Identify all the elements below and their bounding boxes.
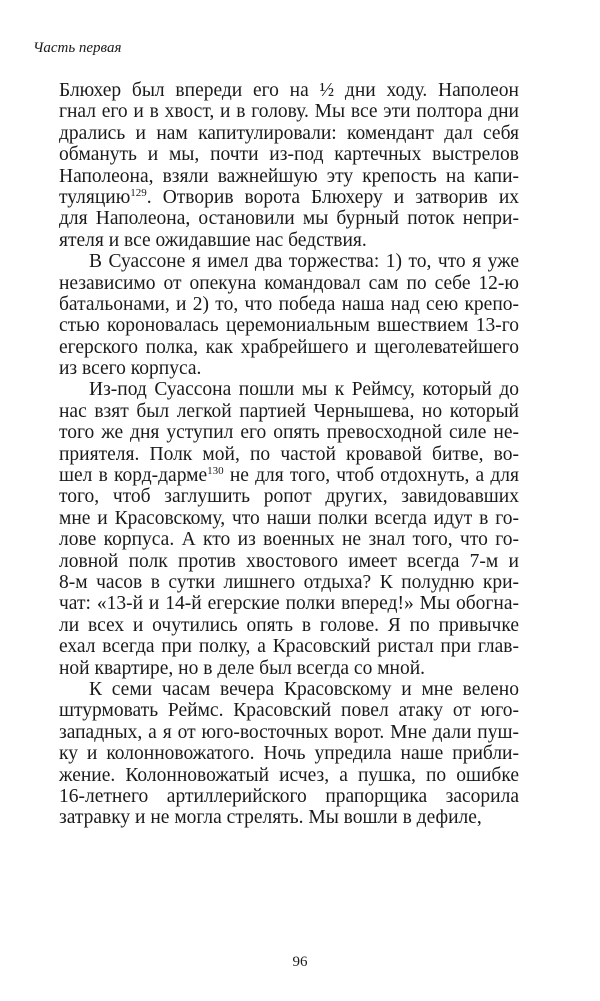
text-line: стью короновалась церемониальным вшествием 13-го	[59, 315, 519, 337]
text-line: нас взят был легкой партией Чернышева, но который	[59, 400, 519, 422]
page-number: 96	[292, 954, 308, 970]
text-line: дрались и нам капитулировали: комендант дал себя	[59, 122, 519, 144]
text-line: 8-м часов в сутки лишнего отдыха? К полудню кри-	[59, 571, 519, 593]
text-line: гнал его и в хвост, и в голову. Мы все эти полтора дни	[59, 101, 519, 123]
text-line: шел в корд-дарме$^{130}$ не для того, чтоб отдохнуть, а для	[59, 465, 519, 487]
text-line: К семи часам вечера Красовскому и мне велено	[89, 678, 519, 700]
text-line: ной квартире, но в деле был всегда со мной.	[59, 657, 426, 679]
text-line: мне и Красовскому, что наши полки всегда идут в го-	[59, 507, 519, 529]
text-line: Наполеона, взяли важнейшую эту крепость на капи-	[59, 165, 519, 187]
text-line: того, чтоб заглушить ропот других, завидовавших	[59, 486, 519, 508]
running-header: Часть первая	[33, 40, 122, 56]
text-line: западных, а я от юго-восточных ворот. Мне дали пуш-	[59, 721, 519, 743]
text-line: из всего корпуса.	[59, 358, 202, 380]
footnote-ref[interactable]: 129	[130, 186, 147, 199]
text-line: ли всех и очутились опять в голове. Я по привычке	[59, 614, 519, 636]
paragraph	[59, 679, 519, 829]
text-line: приятеля. Полк мой, по частой кровавой битве, во-	[59, 443, 519, 465]
text-line: чат: «13-й и 14-й егерские полки вперед!» Мы обогна-	[59, 593, 519, 615]
paragraph	[59, 80, 519, 251]
text-line: для Наполеона, остановили мы бурный поток непри-	[59, 208, 519, 230]
text-line: В Суассоне я имел два торжества: 1) то, что я уже	[89, 251, 519, 273]
text-line: жение. Колонновожатый исчез, а пушка, по ошибке	[59, 764, 519, 786]
text-line: обмануть и мы, почти из-под картечных выстрелов	[59, 144, 519, 166]
text-line: ку и колонновожатого. Ночь упредила наше прибли-	[59, 743, 519, 765]
text-line: того же дня уступил его опять превосходной силе не-	[59, 422, 519, 444]
text-line: затравку и не могла стрелять. Мы вошли в дефиле,	[59, 807, 482, 829]
text-line: штурмовать Реймс. Красовский повел атаку от юго-	[59, 700, 519, 722]
text-line: егерского полка, как храбрейшего и щеголеватейшего	[59, 336, 519, 358]
text-line: лове корпуса. А кто из военных не знал того, что го-	[59, 529, 519, 551]
text-line: батальонами, и 2) то, что победа наша над сею крепо-	[59, 293, 519, 315]
text-line: независимо от опекуна командовал сам по себе 12-ю	[59, 272, 519, 294]
text-line: ловной полк против хвостового имеет всегда 7-м и	[59, 550, 519, 572]
text-line: ятеля и все ожидавшие нас бедствия.	[59, 229, 367, 251]
text-line: туляцию$^{129}$. Отворив ворота Блюхеру и затворив их	[59, 186, 519, 208]
text-line: ехал всегда при полку, а Красовский ристал при глав-	[59, 636, 519, 658]
text-line: Из-под Суассона пошли мы к Реймсу, который до	[89, 379, 519, 401]
text-line: Блюхер был впереди его на ½ дни ходу. Наполеон	[59, 80, 519, 101]
text-line: 16-летнего артиллерийского прапорщика засорила	[59, 785, 519, 807]
footnote-ref[interactable]: 130	[207, 465, 224, 478]
paragraph	[59, 251, 519, 379]
body-text	[59, 80, 519, 829]
paragraph	[59, 379, 519, 678]
